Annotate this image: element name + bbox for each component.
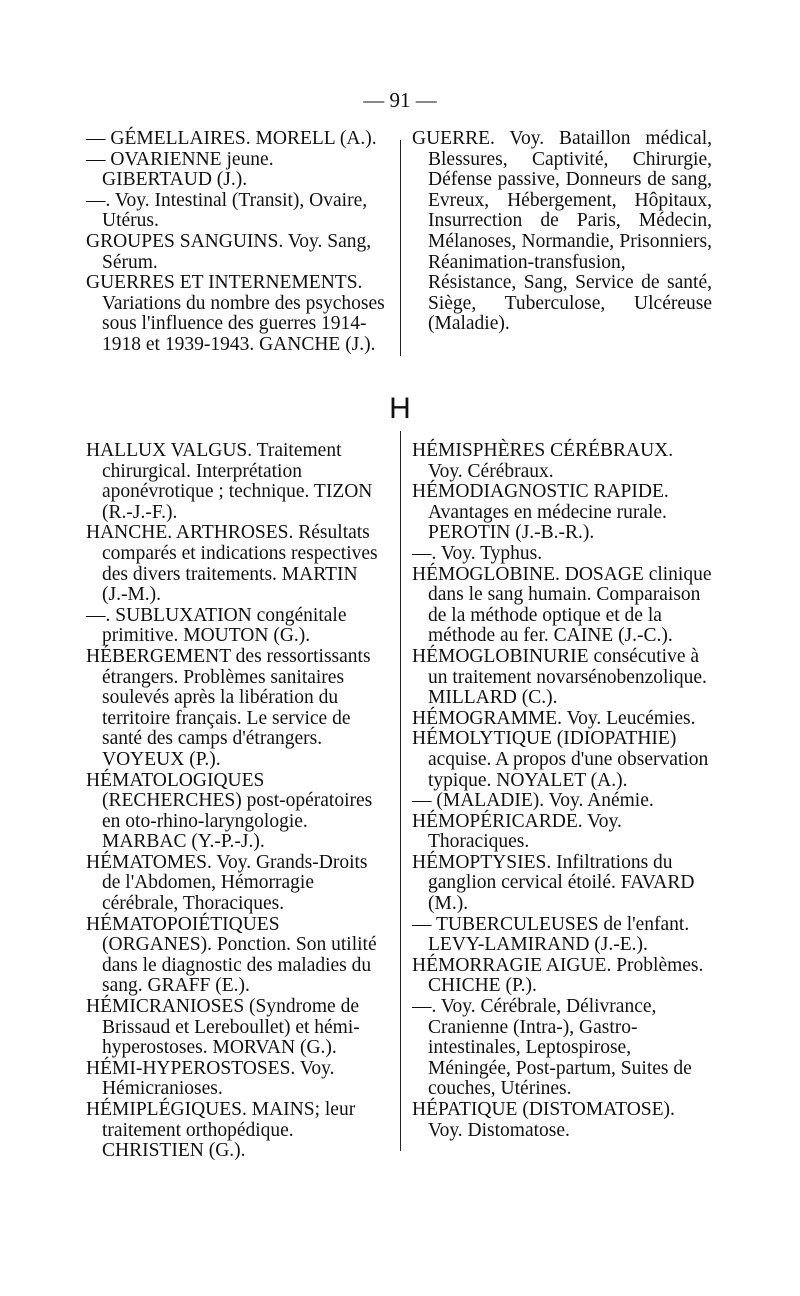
index-entry: —. Voy. Cérébrale, Délivrance, Cranienne (Intra-), Gastro-intestinales, Leptospirose, Méningée, Post-partum, Suites de couches, Utérines. — [412, 996, 692, 1100]
index-entry: — GÉMELLAIRES. MORELL (A.). — [86, 128, 377, 149]
index-entry: HÉPATIQUE (DISTOMATOSE). Voy. Distomatose. — [412, 1099, 675, 1141]
index-entry: HÉMOLYTIQUE (IDIOPATHIE) acquise. A propos d'une observation typique. NOYALET (A.). — [412, 728, 709, 791]
index-entry: HÉMOGRAMME. Voy. Leucémies. — [412, 707, 696, 729]
index-entry: —. Voy. Intestinal (Transit), Ovaire, Utérus. — [86, 189, 368, 232]
index-entry: HALLUX VALGUS. Traitement chirurgical. Interprétation aponévrotique ; technique. TIZON (R.-J.-F.). — [86, 440, 373, 523]
index-entry: GUERRES ET INTERNEMENTS. Variations du nombre des psychoses sous l'influence des guerres 1914-1918 et 1939-1943. GANCHE (J.). — [86, 272, 385, 355]
top-left-column — [86, 129, 386, 356]
index-entry: HÉMICRANIOSES (Syndrome de Brissaud et Lereboullet) et hémi-hyperostoses. MORVAN (G.). — [86, 996, 360, 1059]
index-entry: — (MALADIE). Voy. Anémie. — [412, 790, 654, 812]
index-entry: HÉMODIAGNOSTIC RAPIDE. Avantages en médecine rurale. PEROTIN (J.-B.-R.). — [412, 481, 669, 544]
index-entry: —. Voy. Typhus. — [412, 542, 543, 564]
index-entry: HÉMOPTYSIES. Infiltrations du ganglion cervical étoilé. FAVARD (M.). — [412, 851, 695, 915]
index-entry: HÉMATOPOIÉTIQUES (ORGANES). Ponction. Son utilité dans le diagnostic des maladies du sang. GRAFF (E.). — [86, 913, 377, 997]
index-entry: HANCHE. ARTHROSES. Résultats comparés et indications respectives des divers traitements. MARTIN (J.-M.). — [86, 522, 378, 606]
index-entry: HÉMATOMES. Voy. Grands-Droits de l'Abdomen, Hémorragie cérébrale, Thoraciques. — [86, 851, 368, 915]
index-entry: —. SUBLUXATION congénitale primitive. MOUTON (G.). — [86, 604, 347, 647]
top-right-column — [412, 129, 712, 335]
index-entry: GUERRE. Voy. Bataillon médical, Blessures, Captivité, Chirurgie, Défense passive, Donneurs de sang, Evreux, Hébergement, Hôpitaux, Insurrection de Paris, Médecin, Mélanoses, Normandie, Prisonniers, Réanimation-transfusion, Résistance, Sang, Service de santé, Siège, Tuberculose, Ulcéreuse (Maladie). — [412, 128, 712, 335]
page-number: — 91 — — [363, 88, 437, 112]
index-entry: HÉBERGEMENT des ressortissants étrangers. Problèmes sanitaires soulevés après la libération du territoire français. Le service de santé des camps d'étrangers. VOYEUX (P.). — [86, 645, 371, 770]
index-entry: GROUPES SANGUINS. Voy. Sang, Sérum. — [86, 230, 372, 273]
section-letter: H — [389, 392, 411, 425]
index-entry: — OVARIENNE jeune. GIBERTAUD (J.). — [86, 148, 274, 191]
index-entry: HÉMOGLOBINURIE consécutive à un traitement novarsénobenzolique. MILLARD (C.). — [412, 645, 707, 709]
index-entry: HÉMATOLOGIQUES (RECHERCHES) post-opératoires en oto-rhino-laryngologie. MARBAC (Y.-P.-J.). — [86, 769, 373, 853]
index-entry: — TUBERCULEUSES de l'enfant. LEVY-LAMIRAND (J.-E.). — [412, 913, 690, 956]
index-entry: HÉMOPÉRICARDE. Voy. Thoraciques. — [412, 810, 622, 853]
index-entry: HÉMOGLOBINE. DOSAGE clinique dans le sang humain. Comparaison de la méthode optique et de la méthode au fer. CAINE (J.-C.). — [412, 563, 712, 647]
index-entry: HÉMIPLÉGIQUES. MAINS; leur traitement orthopédique. CHRISTIEN (G.). — [86, 1099, 356, 1162]
index-entry: HÉMI-HYPEROSTOSES. Voy. Hémicranioses. — [86, 1057, 335, 1100]
index-entry: HÉMORRAGIE AIGUE. Problèmes. CHICHE (P.). — [412, 954, 704, 997]
index-entry: HÉMISPHÈRES CÉRÉBRAUX. Voy. Cérébraux. — [412, 440, 674, 482]
column-divider — [400, 140, 401, 356]
bottom-right-column — [412, 441, 712, 1141]
bottom-left-column — [86, 441, 386, 1162]
column-divider — [400, 431, 401, 1151]
